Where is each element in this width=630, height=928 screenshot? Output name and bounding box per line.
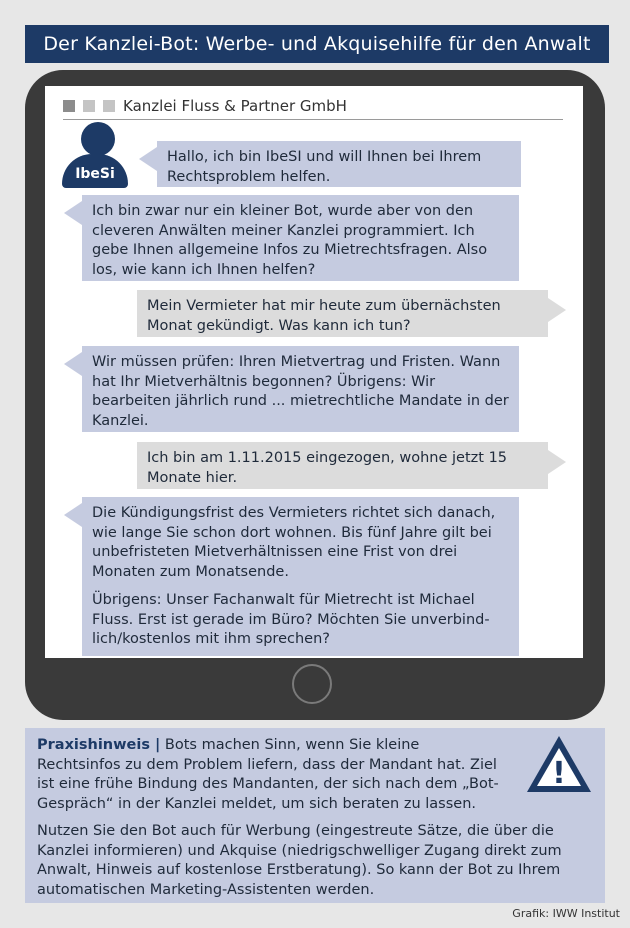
- message-text: Ich bin am 1.11.2015 eingezogen, wohne jetzt 15 Monate hier.: [147, 450, 508, 486]
- tip-title: Praxishinweis |: [37, 737, 161, 753]
- chat-header: [63, 96, 563, 118]
- user-message: [137, 442, 548, 489]
- bot-message: [82, 346, 519, 432]
- message-text: Hallo, ich bin IbeSI und will Ihnen bei Ihrem Rechtsproblem helfen.: [167, 149, 482, 185]
- window-control-icon: [63, 100, 75, 112]
- window-control-icon: [103, 100, 115, 112]
- bot-message: [157, 141, 521, 187]
- home-button[interactable]: [292, 664, 332, 704]
- warning-symbol: !: [552, 756, 566, 791]
- tip-paragraph-2: Nutzen Sie den Bot auch für Werbung (eingestreute Sätze, die über die Kanzlei informieren) und Akquise (niedrigschwelliger Zugang direkt zum Anwalt, Hinweis auf kostenlose Erstberatung). So kann der Bot zu Ihrem automatischen Marketing-Assistenten werden.: [37, 823, 562, 898]
- header-divider: [63, 119, 563, 120]
- message-text: Übrigens: Unser Fachanwalt für Mietrecht ist Michael Fluss. Erst ist gerade im Büro? Möchten Sie unverbindlich/kostenlos mit ihm sprechen?: [92, 592, 490, 647]
- user-message: [137, 290, 548, 337]
- bot-avatar: [62, 122, 128, 188]
- window-control-icon: [83, 100, 95, 112]
- tip-paragraph-1: [37, 736, 593, 814]
- page-title: Der Kanzlei-Bot: Werbe- und Akquisehilfe für den Anwalt: [25, 25, 609, 63]
- bot-name-label: IbeSi: [75, 166, 115, 182]
- bot-message: [82, 497, 519, 656]
- image-credit: Grafik: IWW Institut: [512, 907, 620, 920]
- warning-icon: [523, 732, 595, 796]
- tip-text: Bots machen Sinn, wenn Sie kleine Rechtsinfos zu dem Problem liefern, dass der Mandant hat. Ziel ist eine frühe Bindung des Mandanten, der sich nach dem „Bot-Gespräch“ in der Kanzlei meldet, um sich beraten zu lassen.: [37, 737, 499, 812]
- bot-message: [82, 195, 519, 281]
- message-text: Die Kündigungsfrist des Vermieters richtet sich danach, wie lange Sie schon dort wohnen. Bis fünf Jahre gilt bei unbefristeten Mietverhältnissen eine Frist von drei Monaten zum Monatsende.: [92, 505, 496, 580]
- app-name: Kanzlei Fluss & Partner GmbH: [123, 97, 347, 115]
- avatar-head-icon: [81, 122, 115, 156]
- message-text: Wir müssen prüfen: Ihren Mietvertrag und Fristen. Wann hat Ihr Mietverhältnis begonnen? Übrigens: Wir bearbeiten jährlich rund ... mietrechtliche Mandate in der Kanzlei.: [92, 354, 509, 429]
- practice-tip-box: [25, 728, 605, 903]
- message-text: Mein Vermieter hat mir heute zum übernächsten Monat gekündigt. Was kann ich tun?: [147, 298, 501, 334]
- message-text: Ich bin zwar nur ein kleiner Bot, wurde aber von den cleveren Anwälten meiner Kanzlei programmiert. Ich gebe Ihnen allgemeine Infos zu Mietrechtsfragen. Also los, wie kann ich Ihnen helfen?: [92, 203, 488, 278]
